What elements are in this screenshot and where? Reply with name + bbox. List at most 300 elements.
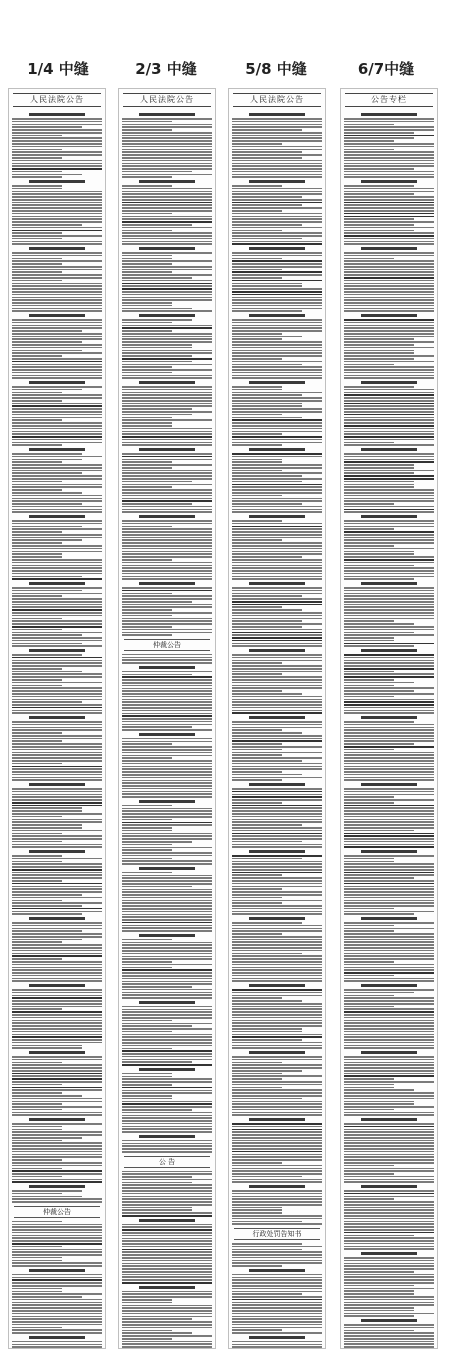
text-line: [232, 154, 322, 156]
text-line: [12, 796, 102, 798]
text-line: [344, 1310, 414, 1312]
text-line: [232, 1129, 322, 1131]
notice-heading: [361, 1185, 417, 1188]
text-line: [122, 467, 172, 469]
text-line: [344, 676, 434, 678]
text-line: [344, 411, 434, 413]
text-line: [344, 1282, 434, 1284]
text-line: [122, 389, 212, 391]
text-line: [12, 788, 102, 790]
text-line: [232, 668, 322, 670]
text-line: [232, 824, 302, 826]
text-line: [12, 1101, 102, 1103]
text-line: [232, 1073, 282, 1075]
text-line: [122, 260, 212, 262]
text-line: [122, 344, 192, 346]
text-line: [232, 224, 302, 226]
text-line: [344, 905, 434, 907]
text-line: [12, 146, 102, 148]
text-line: [344, 640, 394, 642]
text-line: [344, 1129, 434, 1131]
text-line: [344, 573, 434, 575]
text-line: [12, 531, 62, 533]
text-line: [344, 685, 394, 687]
text-line: [12, 232, 62, 234]
section-header: 公 告: [124, 1156, 210, 1168]
text-line: [232, 637, 322, 639]
text-line: [232, 475, 302, 477]
text-line: [232, 1310, 322, 1312]
text-line: [232, 118, 322, 120]
text-line: [12, 389, 82, 391]
text-line: [122, 659, 212, 661]
text-line: [232, 1212, 282, 1214]
text-line: [12, 151, 102, 153]
text-line: [12, 140, 102, 142]
text-line: [344, 341, 434, 343]
text-line: [344, 299, 434, 301]
text-line: [12, 1014, 102, 1016]
text-line: [344, 724, 434, 726]
text-line: [232, 1148, 322, 1150]
text-line: [12, 1291, 62, 1293]
text-line: [232, 444, 282, 446]
text-line: [12, 874, 102, 876]
text-line: [232, 1176, 302, 1178]
text-line: [12, 338, 102, 340]
text-line: [232, 1084, 322, 1086]
text-line: [232, 417, 302, 419]
text-line: [344, 350, 414, 352]
text-line: [344, 207, 434, 209]
text-line: [12, 143, 102, 145]
text-line: [344, 408, 434, 410]
text-line: [232, 595, 302, 597]
text-line: [232, 358, 282, 360]
text-line: [12, 1070, 102, 1072]
text-line: [232, 511, 322, 513]
text-line: [122, 961, 172, 963]
text-line: [344, 216, 434, 218]
text-line: [12, 978, 102, 980]
text-line: [122, 969, 212, 971]
text-line: [232, 874, 282, 876]
text-line: [232, 526, 322, 528]
text-line: [12, 1159, 62, 1161]
notice-heading: [29, 1336, 85, 1339]
text-line: [344, 218, 414, 220]
text-line: [12, 475, 102, 477]
text-line: [122, 830, 172, 832]
text-line: [12, 283, 102, 285]
notice-heading: [249, 1185, 305, 1188]
text-line: [232, 263, 322, 265]
text-line: [232, 176, 322, 178]
text-line: [344, 796, 394, 798]
text-line: [344, 1039, 434, 1041]
text-line: [344, 1330, 414, 1332]
text-line: [122, 1056, 212, 1058]
text-line: [232, 294, 322, 296]
text-line: [344, 325, 434, 327]
text-line: [344, 888, 434, 890]
text-line: [122, 202, 212, 204]
text-line: [344, 1042, 434, 1044]
text-line: [232, 609, 302, 611]
text-line: [344, 252, 434, 254]
text-line: [344, 235, 434, 237]
text-line: [232, 124, 322, 126]
text-line: [122, 188, 212, 190]
notice-heading: [249, 984, 305, 987]
text-line: [232, 325, 322, 327]
text-line: [12, 590, 82, 592]
text-line: [122, 1271, 212, 1273]
text-line: [122, 1305, 212, 1307]
text-line: [232, 1249, 302, 1251]
text-line: [344, 364, 394, 366]
text-line: [344, 1047, 434, 1049]
text-line: [344, 1215, 434, 1217]
text-line: [232, 877, 322, 879]
text-line: [232, 729, 282, 731]
text-line: [122, 863, 212, 865]
text-line: [122, 629, 212, 631]
text-line: [232, 1017, 322, 1019]
text-line: [344, 953, 434, 955]
text-line: [344, 1288, 434, 1290]
text-line: [344, 467, 414, 469]
text-line: [122, 760, 212, 762]
text-line: [232, 768, 322, 770]
notice-heading: [249, 649, 305, 652]
text-line: [344, 877, 414, 879]
text-line: [12, 171, 62, 173]
text-line: [12, 302, 102, 304]
text-line: [344, 657, 434, 659]
text-line: [232, 604, 322, 606]
text-line: [122, 1341, 212, 1343]
text-line: [12, 1078, 102, 1080]
text-line: [122, 771, 212, 773]
text-line: [344, 1022, 434, 1024]
gutter-column-2: [118, 88, 216, 1349]
text-line: [344, 1271, 414, 1273]
text-line: [122, 302, 172, 304]
text-line: [232, 308, 322, 310]
text-line: [344, 439, 434, 441]
text-line: [232, 168, 322, 170]
text-line: [122, 1042, 212, 1044]
text-line: [232, 542, 322, 544]
text-line: [232, 204, 302, 206]
text-line: [12, 176, 62, 178]
notice-heading: [361, 649, 417, 652]
text-line: [12, 833, 62, 835]
text-line: [12, 819, 102, 821]
text-line: [122, 693, 212, 695]
text-line: [122, 556, 212, 558]
text-line: [12, 1190, 82, 1192]
text-line: [122, 185, 172, 187]
text-line: [344, 484, 414, 486]
text-line: [122, 565, 212, 567]
notice-heading: [139, 867, 195, 870]
text-line: [12, 606, 102, 608]
text-line: [344, 1307, 414, 1309]
text-line: [344, 693, 434, 695]
text-line: [12, 701, 82, 703]
text-line: [122, 855, 212, 857]
text-line: [122, 1034, 212, 1036]
text-line: [344, 760, 434, 762]
text-line: [12, 1246, 62, 1248]
text-line: [122, 149, 212, 151]
notice-heading: [139, 1286, 195, 1289]
text-line: [12, 791, 102, 793]
text-line: [232, 1293, 302, 1295]
text-line: [12, 1154, 102, 1156]
text-line: [232, 576, 322, 578]
text-line: [344, 827, 434, 829]
text-line: [344, 137, 414, 139]
text-line: [232, 928, 322, 930]
text-line: [344, 668, 434, 670]
text-line: [344, 682, 414, 684]
text-line: [232, 213, 322, 215]
text-line: [12, 1142, 102, 1144]
text-line: [12, 1198, 102, 1200]
text-line: [232, 944, 322, 946]
text-line: [12, 1237, 102, 1239]
notice-heading: [361, 783, 417, 786]
notice-heading: [29, 180, 85, 183]
text-line: [344, 1156, 434, 1158]
text-line: [12, 570, 102, 572]
text-line: [344, 933, 434, 935]
text-line: [12, 439, 102, 441]
text-line: [344, 1218, 434, 1220]
text-line: [232, 995, 322, 997]
text-line: [12, 433, 102, 435]
text-line: [232, 997, 282, 999]
text-line: [12, 1176, 62, 1178]
text-line: [344, 297, 434, 299]
text-line: [122, 325, 212, 327]
text-line: [232, 696, 322, 698]
text-line: [122, 1196, 212, 1198]
text-line: [344, 821, 434, 823]
text-line: [12, 841, 62, 843]
text-line: [12, 626, 102, 628]
text-line: [12, 168, 102, 170]
text-line: [232, 1154, 322, 1156]
text-line: [122, 135, 212, 137]
text-line: [12, 1243, 102, 1245]
text-line: [122, 299, 212, 301]
text-line: [12, 1296, 82, 1298]
text-line: [12, 872, 102, 874]
text-line: [122, 358, 212, 360]
text-line: [12, 1277, 102, 1279]
text-line: [344, 1190, 434, 1192]
text-line: [12, 1310, 102, 1312]
text-line: [12, 807, 82, 809]
text-line: [232, 1277, 322, 1279]
text-line: [122, 662, 212, 664]
text-line: [232, 442, 322, 444]
text-line: [344, 1343, 434, 1345]
text-line: [122, 322, 172, 324]
text-line: [232, 305, 322, 307]
text-line: [232, 191, 322, 193]
text-line: [12, 174, 82, 176]
text-line: [12, 1257, 62, 1259]
text-line: [12, 911, 102, 913]
text-line: [232, 1126, 322, 1128]
text-line: [122, 1212, 212, 1214]
text-line: [344, 1112, 434, 1114]
text-line: [232, 1098, 302, 1100]
text-line: [232, 969, 322, 971]
text-line: [232, 749, 282, 751]
text-line: [344, 964, 434, 966]
text-line: [12, 760, 102, 762]
text-line: [232, 232, 322, 234]
text-line: [344, 562, 434, 564]
text-line: [12, 1304, 102, 1306]
text-line: [12, 185, 62, 187]
text-line: [12, 1017, 102, 1019]
text-line: [12, 1137, 82, 1139]
text-line: [232, 129, 302, 131]
notice-heading: [139, 1001, 195, 1004]
text-line: [12, 771, 102, 773]
text-line: [12, 199, 102, 201]
text-line: [12, 1235, 102, 1237]
text-line: [12, 1131, 102, 1133]
text-line: [344, 696, 394, 698]
text-line: [12, 980, 102, 982]
text-line: [122, 1036, 212, 1038]
text-line: [344, 361, 434, 363]
text-line: [12, 347, 102, 349]
text-line: [122, 163, 212, 165]
text-line: [12, 623, 102, 625]
text-line: [12, 654, 82, 656]
text-line: [344, 389, 434, 391]
text-line: [122, 1338, 172, 1340]
text-line: [232, 844, 322, 846]
text-line: [344, 791, 434, 793]
text-line: [344, 243, 434, 245]
text-line: [12, 1168, 62, 1170]
text-line: [122, 1095, 172, 1097]
text-line: [122, 858, 172, 860]
text-line: [12, 207, 102, 209]
text-line: [232, 821, 322, 823]
text-line: [12, 930, 82, 932]
text-line: [122, 1017, 212, 1019]
text-line: [122, 1031, 172, 1033]
text-line: [344, 143, 434, 145]
text-line: [344, 185, 414, 187]
text-line: [122, 425, 172, 427]
text-line: [122, 207, 212, 209]
text-line: [232, 1179, 322, 1181]
text-line: [232, 330, 322, 332]
text-line: [122, 1087, 212, 1089]
text-line: [344, 269, 434, 271]
text-line: [344, 1207, 434, 1209]
text-line: [344, 241, 434, 243]
text-line: [122, 470, 212, 472]
text-line: [344, 1235, 414, 1237]
text-line: [12, 442, 102, 444]
text-line: [344, 165, 434, 167]
text-line: [232, 645, 322, 647]
text-line: [344, 330, 434, 332]
text-line: [12, 1084, 62, 1086]
text-line: [122, 685, 212, 687]
text-line: [232, 266, 322, 268]
notice-heading: [139, 1219, 195, 1222]
text-line: [344, 1109, 394, 1111]
notice-heading: [361, 917, 417, 920]
text-line: [344, 255, 434, 257]
text-line: [344, 1248, 434, 1250]
text-line: [344, 1327, 434, 1329]
text-line: [12, 358, 102, 360]
text-line: [122, 1299, 172, 1301]
text-line: [344, 710, 434, 712]
text-line: [344, 961, 394, 963]
text-line: [122, 1182, 192, 1184]
text-line: [122, 1313, 212, 1315]
text-line: [232, 1285, 322, 1287]
text-line: [344, 1140, 434, 1142]
text-line: [232, 221, 322, 223]
text-line: [344, 191, 434, 193]
text-line: [344, 344, 414, 346]
text-line: [232, 1201, 322, 1203]
text-line: [344, 400, 434, 402]
text-line: [12, 928, 102, 930]
text-line: [12, 361, 102, 363]
text-line: [122, 780, 212, 782]
text-line: [122, 338, 212, 340]
text-line: [122, 788, 212, 790]
text-line: [12, 810, 82, 812]
text-line: [344, 604, 434, 606]
text-line: [122, 657, 212, 659]
text-line: [344, 392, 434, 394]
text-line: [344, 375, 434, 377]
text-line: [122, 1173, 212, 1175]
text-line: [232, 559, 322, 561]
text-line: [344, 930, 394, 932]
text-line: [232, 819, 322, 821]
text-line: [122, 243, 212, 245]
text-line: [344, 632, 414, 634]
text-line: [122, 654, 212, 656]
text-line: [344, 224, 414, 226]
text-line: [344, 665, 434, 667]
text-line: [344, 213, 434, 215]
text-line: [122, 1098, 172, 1100]
text-line: [122, 444, 212, 446]
text-line: [122, 213, 172, 215]
